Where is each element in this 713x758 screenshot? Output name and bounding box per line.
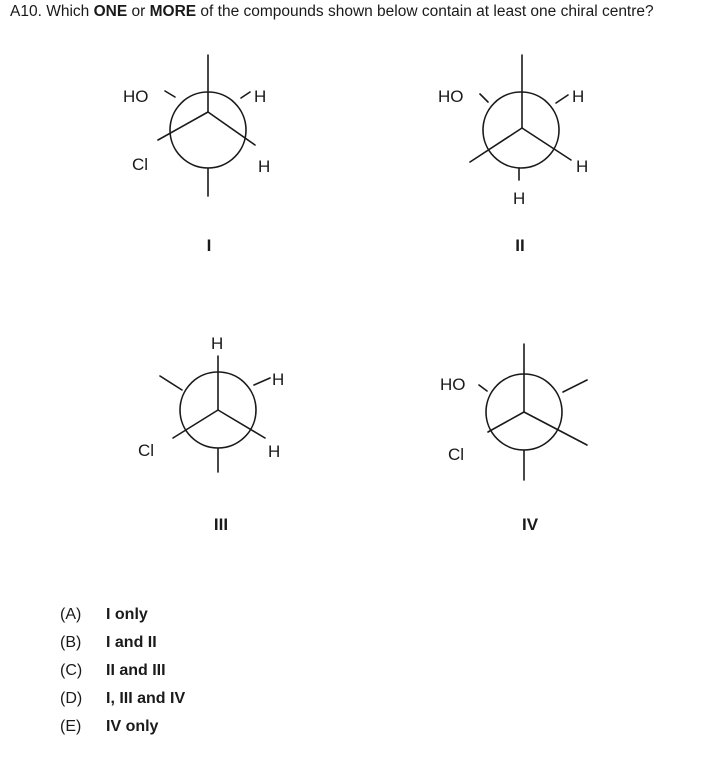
label-h-lower: H	[268, 442, 281, 461]
option-text: IV only	[106, 718, 159, 735]
bond-back-upper-right	[241, 92, 250, 98]
newman-projection-iii	[120, 330, 320, 500]
option-text: I only	[106, 606, 148, 623]
option-letter: (A)	[60, 606, 82, 623]
label-h-upper: H	[272, 370, 285, 389]
bond-back-upper-right	[254, 378, 270, 385]
label-h-upper: H	[572, 87, 585, 106]
structure-numeral-ii: II	[515, 236, 525, 255]
structure-numeral-iv: IV	[521, 515, 539, 534]
question-text: A10. Which ONE or MORE of the compounds shown below contain at least one chiral centre?	[10, 3, 654, 20]
option-b[interactable]	[60, 634, 185, 662]
bond-back-upper-right	[563, 380, 587, 392]
option-a[interactable]	[60, 606, 185, 634]
bond-back-upper-right	[556, 95, 568, 103]
newman-circle	[483, 92, 559, 168]
structure-numeral-i: I	[206, 236, 212, 255]
option-letter: (C)	[60, 662, 83, 679]
bond-front-upper-left	[480, 94, 488, 102]
bond-front-lower-right	[522, 128, 571, 160]
label-cl: Cl	[138, 441, 155, 460]
question-number: A10.	[10, 3, 42, 20]
option-letter: (E)	[60, 718, 82, 735]
label-h-upper: H	[254, 87, 267, 106]
bond-front-lower-left	[158, 112, 208, 140]
label-ho: HO	[438, 87, 464, 106]
bond-front-lower-left	[488, 412, 524, 432]
label-cl: Cl	[132, 155, 149, 174]
label-h-lower: H	[576, 157, 589, 176]
newman-projection-i	[110, 50, 310, 210]
label-h-top: H	[211, 334, 224, 353]
bond-front-lower-right	[524, 412, 587, 445]
option-letter: (B)	[60, 634, 82, 651]
bond-front-upper-left	[479, 385, 487, 391]
option-letter: (D)	[60, 690, 83, 707]
option-text: II and III	[106, 662, 166, 679]
label-cl: Cl	[448, 445, 465, 464]
bond-front-upper-left	[165, 91, 175, 97]
answer-options	[60, 606, 185, 746]
label-h-lower: H	[258, 157, 271, 176]
bond-front-lower-left	[470, 128, 522, 162]
option-c[interactable]	[60, 662, 185, 690]
option-text: I and II	[106, 634, 157, 651]
bond-back-lower-right	[208, 112, 255, 145]
structure-numeral-iii: III	[213, 515, 229, 534]
option-d[interactable]	[60, 690, 185, 718]
option-text: I, III and IV	[106, 690, 186, 707]
newman-projection-ii	[425, 50, 625, 220]
label-ho: HO	[440, 375, 466, 394]
bond-front-lower-right	[218, 410, 265, 438]
newman-projection-iv	[425, 330, 625, 500]
bond-back-upper-left	[160, 376, 182, 390]
option-e[interactable]	[60, 718, 185, 746]
label-h-bottom: H	[513, 189, 526, 208]
label-ho: HO	[123, 87, 149, 106]
